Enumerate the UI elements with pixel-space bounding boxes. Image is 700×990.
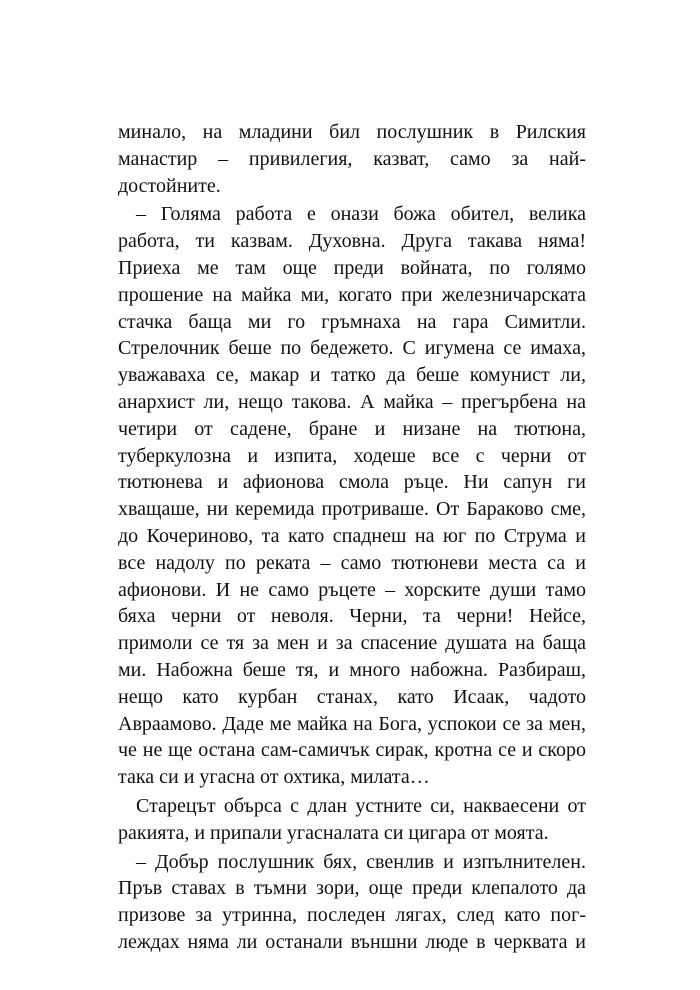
text-line: анархист ли, нещо такова. А майка – прегърбена на (118, 390, 586, 413)
text-line: минало, на младини бил послушник в Рилския (118, 121, 586, 143)
text-line: достойните. (118, 174, 221, 197)
text-line: тютюнева и афионова смола ръце. Ни сапун ги (118, 471, 586, 494)
text-line: прошение на майка ми, когато при железничарската (118, 283, 586, 306)
text-line: нещо като курбан станах, като Исаак, чадото (118, 685, 586, 708)
text-line: до Кочериново, та като спаднеш на юг по Струма и (118, 524, 586, 547)
text-line: стачка баща ми го гръмнаха на гара Симитли. (118, 310, 586, 333)
paragraph (118, 119, 586, 199)
text-line: хващаше, ни керемида протриваше. От Бараково сме, (118, 498, 586, 521)
text-line: работа, ти казвам. Духовна. Друга такава няма! (118, 230, 586, 253)
text-line: Приеха ме там още преди войната, по голямо (118, 256, 586, 279)
text-body (118, 119, 586, 956)
text-line: манастир – привилегия, казват, само за най- (118, 147, 586, 170)
paragraph (118, 849, 586, 956)
text-line: – Голяма работа е онази божа обител, велика (136, 203, 586, 226)
paragraph (118, 201, 586, 791)
paragraph (118, 793, 586, 847)
text-line: ракията, и припали угасналата си цигара от моята. (118, 821, 549, 844)
text-line: все надолу по реката – само тютюневи места са и (118, 551, 586, 574)
text-line: призове за утринна, последен лягах, след като пог- (118, 904, 586, 927)
text-line: бяха черни от неволя. Черни, та черни! Нейсе, (118, 605, 586, 628)
text-line: Стрелочник беше по бедежето. С игумена се имаха, (118, 337, 586, 360)
text-line: Старецът обърса с длан устните си, накваесени от (136, 794, 586, 817)
book-page (118, 119, 586, 956)
text-line: примоли се тя за мен и за спасение душата на баща (118, 632, 586, 655)
text-line: ми. Набожна беше тя, и много набожна. Разбираш, (118, 658, 586, 681)
text-line: уважаваха се, макар и татко да беше комунист ли, (118, 364, 586, 387)
text-line: че не ще остана сам-самичък сирак, кротна се и скоро (118, 739, 586, 762)
text-line: афионови. И не само ръцете – хорските души тамо (118, 578, 586, 601)
text-line: леждах няма ли останали външни люде в черквата и (118, 930, 586, 953)
text-line: Авраамово. Даде ме майка на Бога, успокои се за мен, (118, 712, 586, 735)
text-line: Пръв ставах в тъмни зори, още преди клепалото да (118, 877, 586, 900)
text-line: четири от садене, бране и низане на тютюна, (118, 417, 586, 440)
text-line: туберкулозна и изпита, ходеше все с черни от (118, 444, 586, 467)
text-line: – Добър послушник бях, свенлив и изпълнителен. (136, 850, 586, 873)
text-line: така си и угасна от охтика, милата… (118, 766, 430, 789)
